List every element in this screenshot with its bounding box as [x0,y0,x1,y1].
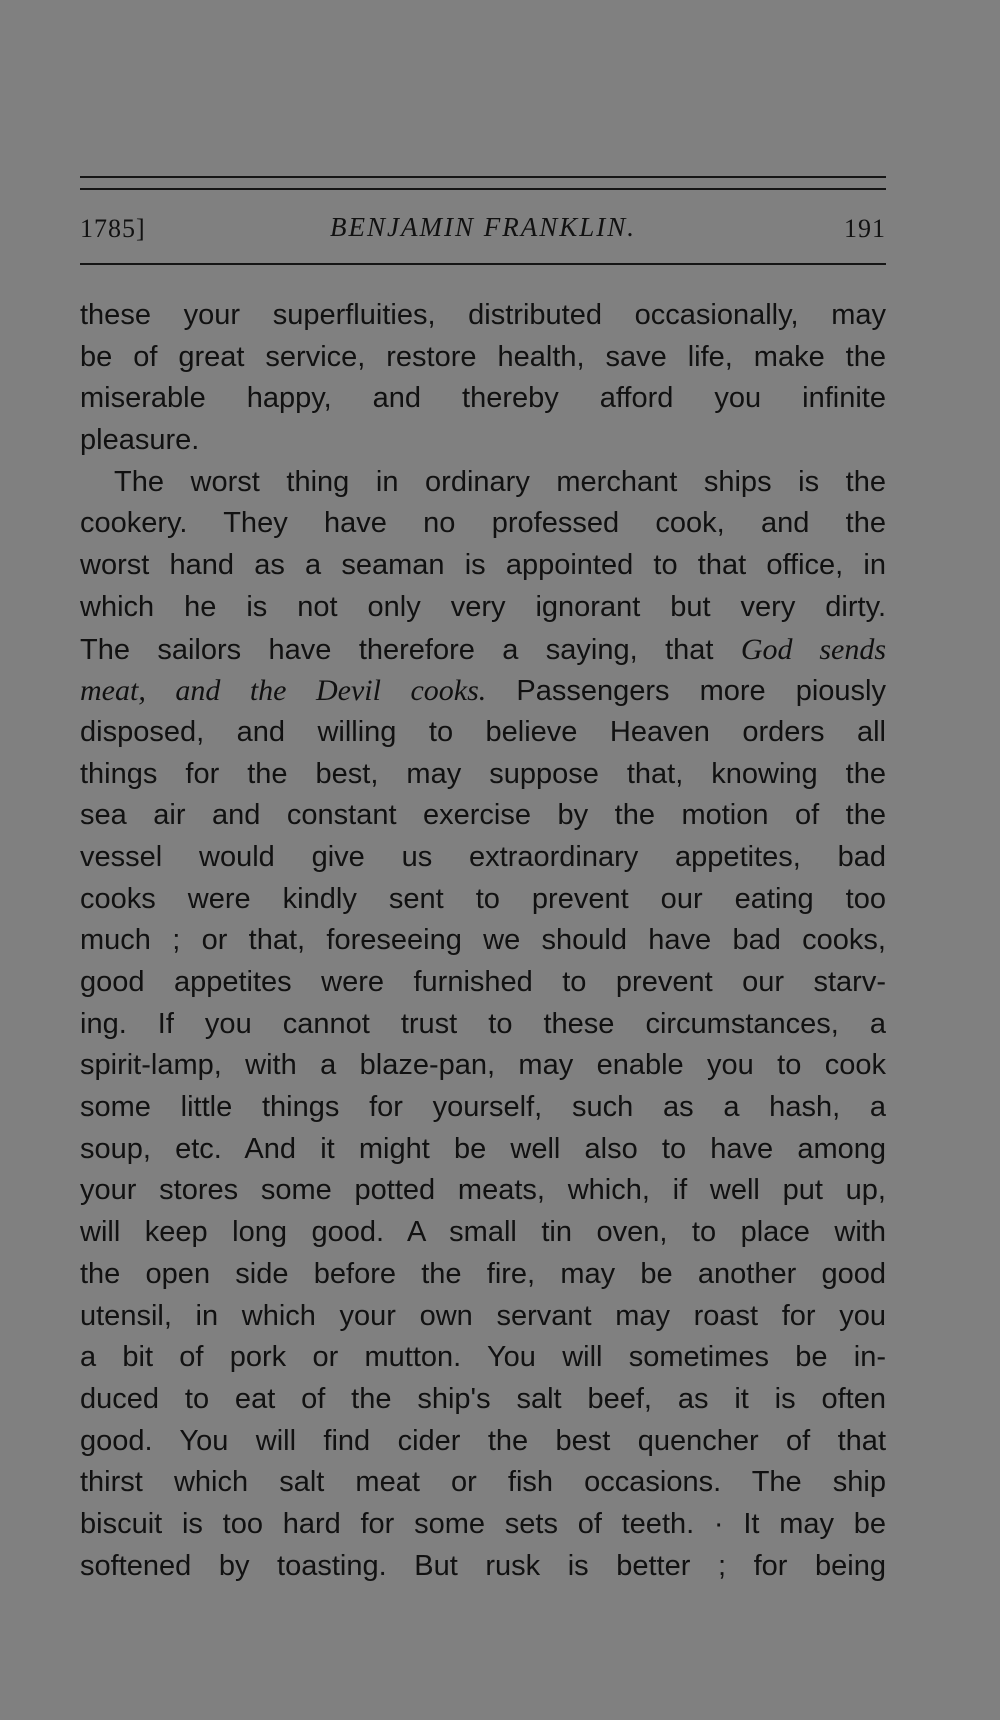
text-line: will keep long good. A small tin oven, to place with [80,1216,886,1249]
text-line: softened by toasting. But rusk is better ; for being [80,1549,886,1582]
header-title: BENJAMIN FRANKLIN. [330,212,636,242]
text-line: utensil, in which your own servant may roast for you [80,1299,886,1332]
text-line: duced to eat of the ship's salt beef, as it is often [80,1382,886,1415]
text-line: The worst thing in ordinary merchant ships is the [114,465,886,498]
text-line: ing. If you cannot trust to these circumstances, a [80,1007,886,1040]
text-line: the open side before the fire, may be another good [80,1257,886,1290]
running-head [80,212,886,248]
text-line: which he is not only very ignorant but very dirty. [80,590,886,623]
text-line: some little things for yourself, such as a hash, a [80,1091,886,1124]
text-line: sea air and constant exercise by the motion of the [80,799,886,832]
text-line: much ; or that, foreseeing we should have bad cooks, [80,924,886,957]
text-line: thirst which salt meat or fish occasions. The ship [80,1466,886,1499]
text-line-mixed [80,670,886,712]
text-line: miserable happy, and thereby afford you infinite [80,382,886,415]
italic-saying: God sends [740,632,886,666]
text-line: cookery. They have no professed cook, and the [80,507,886,540]
text-line: disposed, and willing to believe Heaven orders all [80,715,886,748]
text-segment: The sailors have therefore a saying, that [80,633,741,666]
text-line: worst hand as a seaman is appointed to that office, in [80,549,886,582]
text-line: be of great service, restore health, save life, make the [80,340,886,373]
italic-saying: meat, and the Devil cooks. [80,674,487,708]
top-rule-upper [80,176,886,178]
header-rule [80,263,886,265]
text-line: good appetites were furnished to prevent our starv- [80,966,886,998]
text-line: your stores some potted meats, which, if well put up, [80,1174,886,1207]
header-year: 1785] [80,214,146,243]
text-line: spirit-lamp, with a blaze-pan, may enable you to cook [80,1049,886,1082]
text-segment: Passengers more piously [486,675,886,708]
text-line: cooks were kindly sent to prevent our eating too [80,882,886,915]
text-line: good. You will find cider the best quencher of that [80,1424,886,1457]
text-line: pleasure. [80,424,200,457]
text-line: things for the best, may suppose that, knowing the [80,757,886,790]
text-line: vessel would give us extraordinary appetites, bad [80,840,886,873]
top-rule-lower [80,188,886,190]
text-line: these your superfluities, distributed occasionally, may [80,299,886,331]
text-line: soup, etc. And it might be well also to have among [80,1132,886,1165]
text-line: a bit of pork or mutton. You will sometimes be in- [80,1341,886,1374]
text-line: biscuit is too hard for some sets of teeth. · It may be [80,1507,886,1540]
page-body [80,295,886,1587]
page-number: 191 [844,214,886,243]
text-line-mixed [80,629,886,671]
